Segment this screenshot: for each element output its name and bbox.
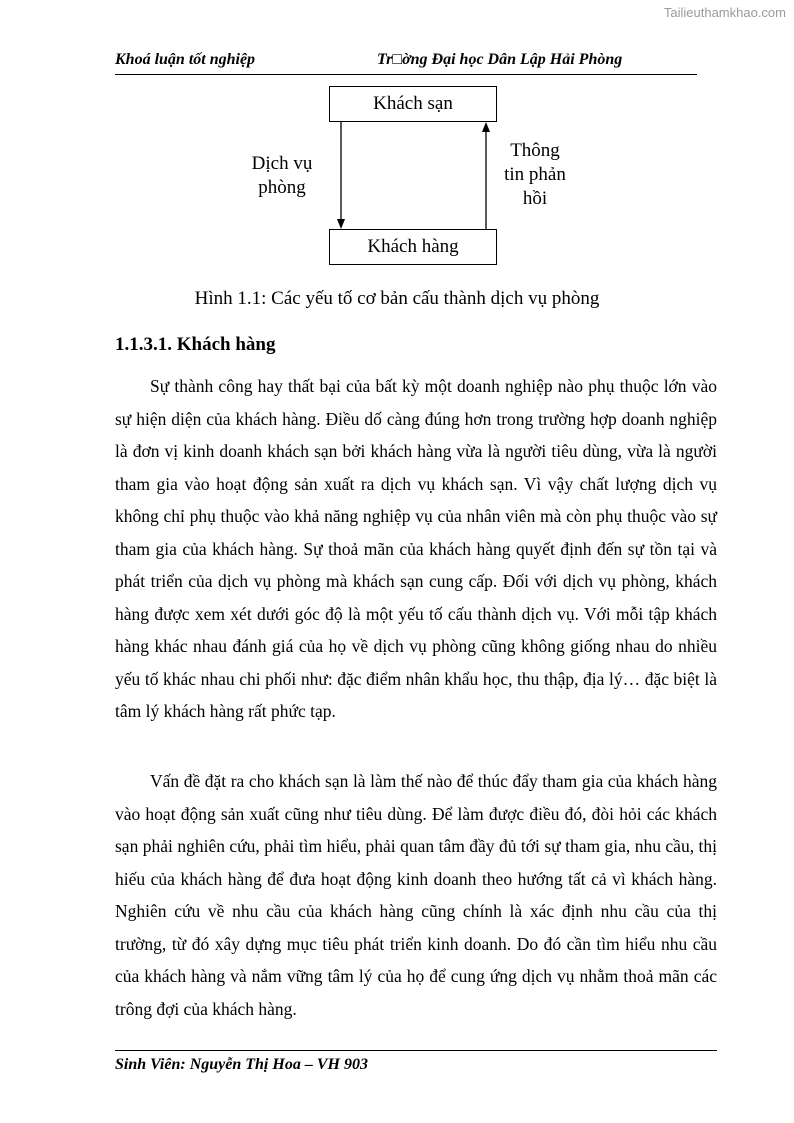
diagram-label-line: phòng bbox=[258, 177, 306, 198]
watermark: Tailieuthamkhao.com bbox=[663, 5, 786, 20]
diagram-label-line: Thông bbox=[510, 140, 560, 161]
diagram-label-feedback bbox=[493, 139, 577, 211]
diagram-label-line: Dịch vụ bbox=[251, 153, 313, 174]
arrow-down-head bbox=[337, 219, 345, 229]
arrow-up-head bbox=[482, 122, 490, 132]
section-heading: 1.1.3.1. Khách hàng bbox=[115, 334, 276, 355]
page-footer: Sinh Viên: Nguyễn Thị Hoa – VH 903 bbox=[115, 1056, 368, 1073]
figure-caption: Hình 1.1: Các yếu tố cơ bản cấu thành dịch vụ phòng bbox=[194, 288, 600, 309]
diagram-box-customer: Khách hàng bbox=[329, 229, 497, 265]
diagram-label-room-service bbox=[232, 152, 332, 200]
page-header bbox=[115, 50, 697, 75]
diagram-label-line: hồi bbox=[522, 188, 548, 209]
header-university: Tr□ờng Đại học Dân Lập Hải Phòng bbox=[377, 51, 623, 68]
header-thesis-title: Khoá luận tốt nghiệp bbox=[115, 51, 256, 68]
diagram-label-line: tin phản bbox=[504, 164, 566, 185]
body-paragraph: Sự thành công hay thất bại của bất kỳ một doanh nghiệp nào phụ thuộc lớn vào sự hiện diện của khách hàng. Điều dố càng đúng hơn trong trường hợp doanh nghiệp là đơn vị kinh doanh khách sạn bởi khách hàng vừa là người tiêu dùng, vừa là người tham gia vào hoạt động sản xuất ra dịch vụ khách sạn. Vì vậy chất lượng dịch vụ không chỉ phụ thuộc vào khả năng nghiệp vụ của nhân viên mà còn phụ thuộc vào sự tham gia của khách hàng. Sự thoả mãn của khách hàng quyết định đến sự tồn tại và phát triển của dịch vụ phòng mà khách sạn cung cấp. Đối với dịch vụ phòng, khách hàng được xem xét dưới góc độ là một yếu tố cấu thành dịch vụ. Với mỗi tập khách hàng khác nhau đánh giá của họ về dịch vụ phòng cũng không giống nhau do nhiều yếu tố khác nhau chi phối như: đặc điểm nhân khẩu học, thu thập, địa lý… đặc biệt là tâm lý khách hàng rất phức tạp. bbox=[115, 376, 717, 721]
diagram-box-hotel: Khách sạn bbox=[329, 86, 497, 122]
body-paragraph: Vấn đề đặt ra cho khách sạn là làm thế nào để thúc đẩy tham gia của khách hàng vào hoạt động sản xuất cũng như tiêu dùng. Để làm được điều đó, đòi hỏi các khách sạn phải nghiên cứu, phải tìm hiểu, phải quan tâm đầy đủ tới sự tham gia, nhu cầu, thị hiếu của khách hàng để đưa hoạt động kinh doanh theo hướng tất cả vì khách hàng. Nghiên cứu về nhu cầu của khách hàng cũng chính là xác định nhu cầu của thị trường, từ đó xây dựng mục tiêu phát triển kinh doanh. Do đó cần tìm hiểu nhu cầu của khách hàng và nắm vững tâm lý của họ để cung ứng dịch vụ nhằm thoả mãn các trông đợi của khách hàng. bbox=[115, 771, 717, 1019]
footer-divider bbox=[115, 1050, 717, 1051]
